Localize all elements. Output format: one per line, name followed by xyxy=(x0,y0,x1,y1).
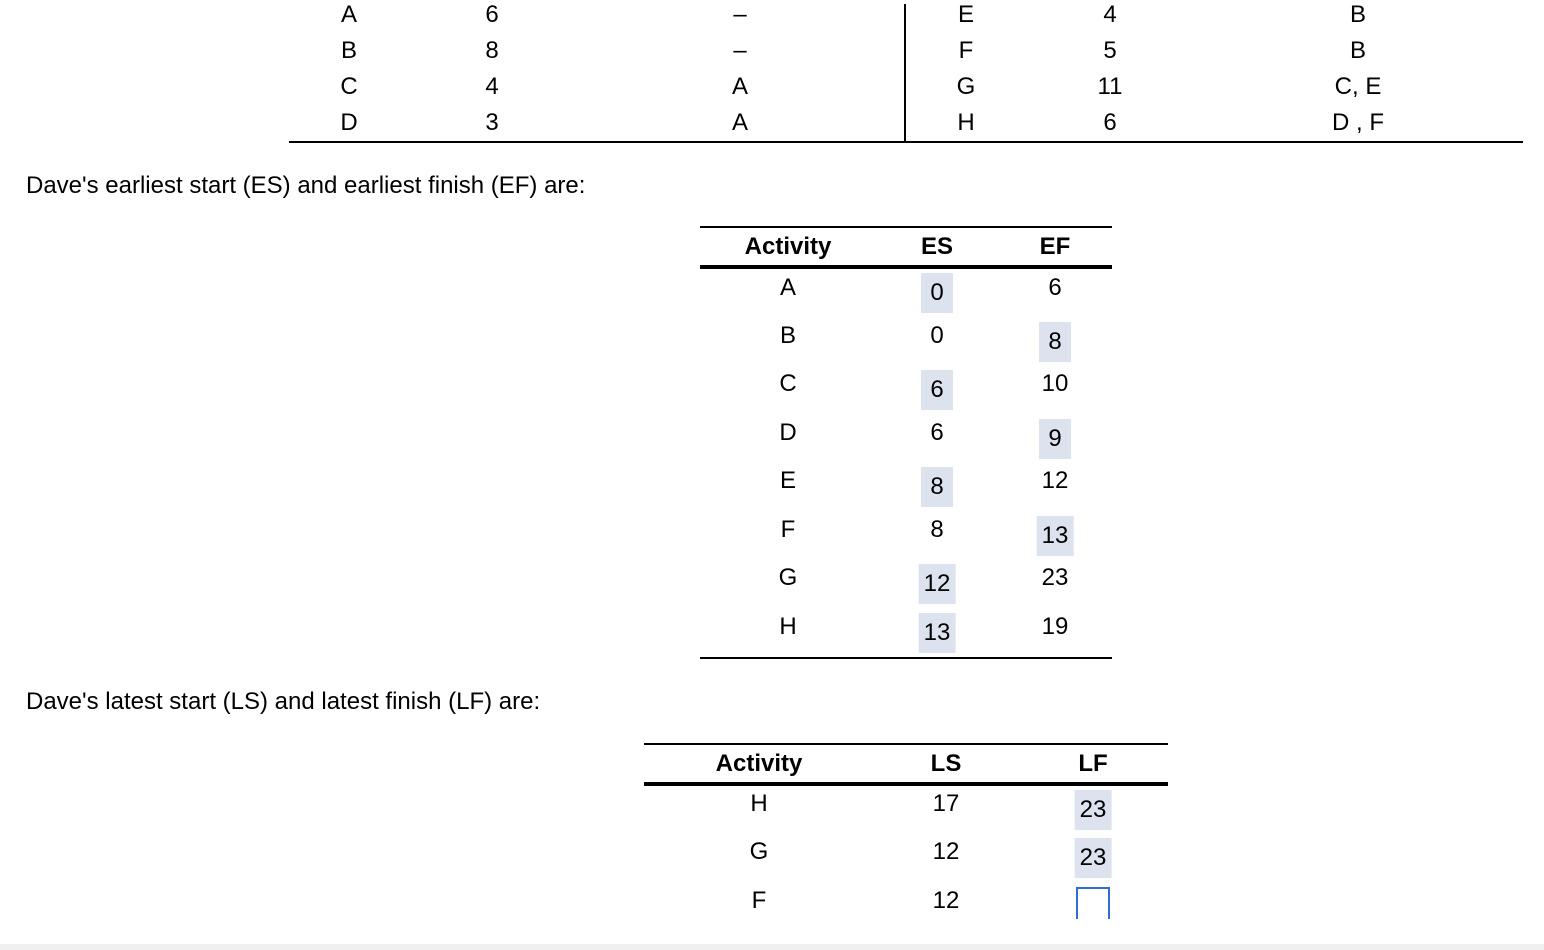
es-ef-intro-text: Dave's earliest start (ES) and earliest finish (EF) are: xyxy=(26,172,586,199)
answer-lf[interactable]: 23 xyxy=(1075,790,1112,830)
answer-ef[interactable]: 13 xyxy=(1037,516,1074,556)
predecessor-cell: – xyxy=(733,37,747,64)
answer-es[interactable]: 8 xyxy=(921,467,953,507)
activity-cell: C xyxy=(340,73,358,100)
activity-cell: D xyxy=(340,109,358,136)
answer-es[interactable]: 13 xyxy=(919,613,956,653)
predecessor-cell: C, E xyxy=(1334,73,1382,100)
column-header-activity: Activity xyxy=(715,750,803,777)
ls-lf-intro-text: Dave's latest start (LS) and latest finish (LF) are: xyxy=(26,688,541,715)
activity-cell: G xyxy=(749,838,769,865)
activity-cell: H xyxy=(779,613,797,640)
lf-input-field[interactable] xyxy=(1076,887,1110,919)
activity-cell: H xyxy=(957,109,975,136)
answer-ef[interactable]: 8 xyxy=(1039,322,1071,362)
ls-cell: 12 xyxy=(932,887,960,914)
time-cell: 4 xyxy=(1103,1,1117,28)
ef-cell: 10 xyxy=(1041,370,1069,397)
activity-cell: H xyxy=(750,790,768,817)
predecessor-cell: A xyxy=(731,109,749,136)
activity-cell: G xyxy=(956,73,976,100)
header-rule xyxy=(700,265,1112,269)
predecessor-cell: B xyxy=(1349,1,1367,28)
activity-cell: C xyxy=(779,370,797,397)
activity-cell: G xyxy=(778,564,798,591)
table-top-rule xyxy=(644,743,1168,745)
column-header-ef: EF xyxy=(1039,233,1071,260)
answer-lf[interactable]: 23 xyxy=(1075,838,1112,878)
time-cell: 3 xyxy=(485,109,499,136)
time-cell: 4 xyxy=(485,73,499,100)
activity-cell: F xyxy=(751,887,767,914)
ef-cell: 19 xyxy=(1041,613,1069,640)
answer-es[interactable]: 6 xyxy=(921,370,953,410)
ls-cell: 12 xyxy=(932,838,960,865)
time-cell: 8 xyxy=(485,37,499,64)
column-header-ls: LS xyxy=(930,750,962,777)
table-bottom-rule xyxy=(700,657,1112,659)
time-cell: 11 xyxy=(1097,73,1123,100)
activity-cell: E xyxy=(779,467,797,494)
time-cell: 6 xyxy=(1103,109,1117,136)
predecessor-cell: B xyxy=(1349,37,1367,64)
activity-cell: F xyxy=(780,516,796,543)
answer-es[interactable]: 12 xyxy=(919,564,956,604)
ef-cell: 12 xyxy=(1041,467,1069,494)
answer-ef[interactable]: 9 xyxy=(1039,419,1071,459)
activity-cell: D xyxy=(779,419,797,446)
activity-cell: B xyxy=(779,322,797,349)
time-cell: 5 xyxy=(1103,37,1117,64)
time-cell: 6 xyxy=(485,1,499,28)
answer-es[interactable]: 0 xyxy=(921,273,953,313)
ls-cell: 17 xyxy=(932,790,960,817)
column-header-activity: Activity xyxy=(744,233,832,260)
activity-cell: F xyxy=(958,37,974,64)
bottom-scroll-bar xyxy=(0,944,1544,950)
predecessor-cell: – xyxy=(733,1,747,28)
activity-cell: A xyxy=(779,274,797,301)
es-cell: 0 xyxy=(930,322,944,349)
predecessor-cell: A xyxy=(731,73,749,100)
header-rule xyxy=(644,782,1168,786)
predecessor-cell: D , F xyxy=(1332,109,1384,136)
column-header-lf: LF xyxy=(1078,750,1108,777)
table-top-rule xyxy=(700,226,1112,228)
table-column-divider xyxy=(904,4,906,142)
ef-cell: 23 xyxy=(1041,564,1069,591)
ef-cell: 6 xyxy=(1048,274,1062,301)
es-cell: 8 xyxy=(930,516,944,543)
column-header-es: ES xyxy=(920,233,954,260)
activity-cell: B xyxy=(340,37,358,64)
activity-cell: E xyxy=(957,1,975,28)
table-bottom-rule xyxy=(289,141,1523,143)
activity-cell: A xyxy=(340,1,358,28)
es-cell: 6 xyxy=(930,419,944,446)
